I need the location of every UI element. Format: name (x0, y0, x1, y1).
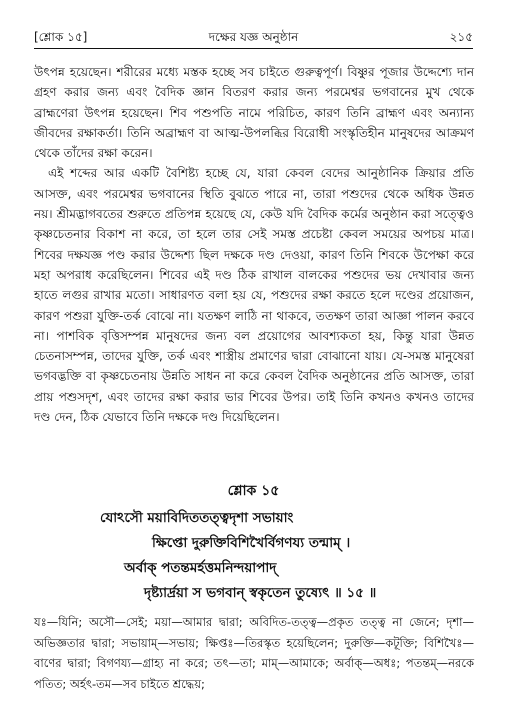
sanskrit-verse (34, 506, 474, 606)
verse-line: অর্বাক্ পতন্তমর্হত্তমনিন্দয়াপাদ্ (124, 560, 277, 576)
verse-title: শ্লোক ১৫ (227, 483, 280, 499)
verse-reference: [শ্লোক ১৫] (34, 30, 88, 44)
paragraph: এই শব্দের আর একটি বৈশিষ্ট্য হচ্ছে যে, যারা কেবল বেদের আনুষ্ঠানিক ক্রিয়ার প্রতি আসক্ত, এবং পরমেশ্বর ভগবানের স্থিতি বুঝতে পারে না, তারা পশুদের থেকে অধিক উন্নত নয়। শ্রীমদ্ভাগবতের শুরুতে প্রতিপন্ন হয়েছে যে, কেউ যদি বৈদিক কর্মের অনুষ্ঠান করা সত্ত্বেও কৃষ্ণচেতনার বিকাশ না করে, তা হলে তার সেই সমস্ত প্রচেষ্টা কেবল সময়ের অপচয় মাত্র। শিবের দক্ষযজ্ঞ পণ্ড করার উদ্দেশ্য ছিল দক্ষকে দণ্ড দেওয়া, কারণ তিনি শিবকে উপেক্ষা করে মহা অপরাধ করেছিলেন। শিবের এই দণ্ড ঠিক রাখাল বালকের পশুদের ভয় দেখাবার জন্য হাতে লগুর রাখার মতো। সাধারণত বলা হয় যে, পশুদের রক্ষা করতে হলে দণ্ডের প্রয়োজন, কারণ পশুরা যুক্তি-তর্ক বোঝে না। যতক্ষণ লাঠি না থাকবে, ততক্ষণ তারা আজ্ঞা পালন করবে না। পাশবিক বৃত্তিসম্পন্ন মানুষদের জন্য বল প্রয়োগের আবশ্যকতা হয়, কিন্তু যারা উন্নত চেতনাসম্পন্ন, তাদের যুক্তি, তর্ক এবং শাস্ত্রীয় প্রমাণের দ্বারা বোঝানো যায়। যে-সমস্ত মানুষেরা ভগবদ্ভক্তি বা কৃষ্ণচেতনায় উন্নতি সাধন না করে কেবল বৈদিক অনুষ্ঠানের প্রতি আসক্ত, তারা প্রায় পশুসদৃশ, এবং তাদের রক্ষা করার ভার শিবের উপর। তাই তিনি কখনও কখনও তাদের দণ্ড দেন, ঠিক যেভাবে তিনি দক্ষকে দণ্ড দিয়েছিলেন। (34, 166, 474, 425)
page-number: ২১৫ (449, 30, 473, 44)
paragraph: উৎপন্ন হয়েছেন। শরীরের মধ্যে মস্তক হচ্ছে সব চাইতে গুরুত্বপূর্ণ। বিষ্ণুর পূজার উদ্দেশ্যে দান গ্রহণ করার জন্য এবং বৈদিক জ্ঞান বিতরণ করার জন্য পরমেশ্বর ভগবানের মুখ থেকে ব্রাহ্মণেরা উৎপন্ন হয়েছেন। শিব পশুপতি নামে পরিচিত, কারণ তিনি ব্রাহ্মণ এবং অন্যান্য জীবদের রক্ষাকর্তা। তিনি অব্রাহ্মণ বা আত্ম-উপলব্ধির বিরোধী সংস্কৃতিহীন মানুষদের আক্রমণ থেকে তাঁদের রক্ষা করেন। (34, 65, 474, 161)
verse-line: দৃষ্ট্যার্দ্রয়া স ভগবান্ স্বকৃতেন তুষ্যেৎ ॥ ১৫ ॥ (144, 585, 377, 601)
verse-line: যোঽসৌ ময়াবিদিততত্ত্বদৃশা সভায়াং (100, 510, 294, 526)
chapter-title: দক্ষের যজ্ঞ অনুষ্ঠান (208, 30, 299, 44)
word-synonyms: যঃ—যিনি; অসৌ—সেই; ময়া—আমার দ্বারা; অবিদিত-তত্ত্ব—প্রকৃত তত্ত্ব না জেনে; দৃশা—অভিজ্ঞতার দ্বারা; সভায়াম্—সভায়; ক্ষিপ্তঃ—তিরস্কৃত হয়েছিলেন; দুরুক্তি—কটূক্তি; বিশিখৈঃ—বাণের দ্বারা; বিগণয্য—গ্রাহ্য না করে; তৎ—তা; মাম্—আমাকে; অর্বাক্—অধঃ; পতন্তম্—নরকে পতিত; অর্হৎ-তম—সব চাইতে শ্রদ্ধেয়; (34, 615, 474, 691)
page-header (34, 28, 473, 49)
verse-line: ক্ষিপ্তো দুরুক্তিবিশিখৈর্বিগণয্য তন্মাম্ । (152, 535, 351, 551)
purport-text (34, 62, 474, 427)
